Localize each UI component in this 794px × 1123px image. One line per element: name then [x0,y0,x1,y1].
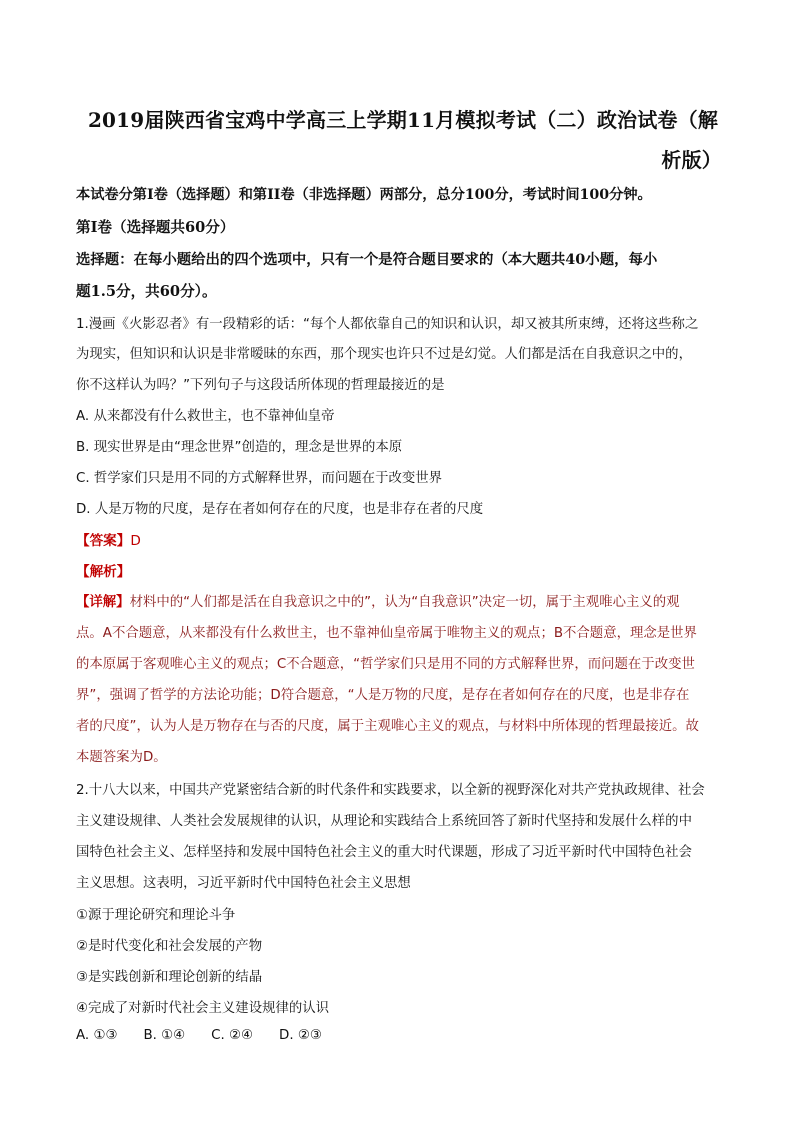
q1-stem-line-3: 你不这样认为吗？”下列句子与这段话所体现的哲理最接近的是 [76,378,445,393]
exam-intro: 本试卷分第I卷（选择题）和第II卷（非选择题）两部分，总分100分，考试时间100分钟。 [76,187,652,203]
q1-stem-line-1: 1.漫画《火影忍者》有一段精彩的话：“每个人都依靠自己的知识和认识，却又被其所束缚，还将这些称之 [76,317,699,332]
q2-choice-b: B. ①④ [143,1028,186,1043]
instructions-line-2: 题1.5分，共60分）。 [76,283,217,300]
title-line-1: 2019届陕西省宝鸡中学高三上学期11月模拟考试（二）政治试卷（解 [87,108,719,132]
q2-item-4: ④完成了对新时代社会主义建设规律的认识 [76,1001,330,1016]
q2-choices [76,1028,348,1043]
q1-detail-line-5: 者的尺度”，认为人是万物存在与否的尺度，属于主观唯心主义的观点，与材料中所体现的哲理最接近。故 [76,719,699,734]
q1-option-a: A. 从来都没有什么救世主，也不靠神仙皇帝 [76,409,335,424]
q2-stem-line-4: 主义思想。这表明，习近平新时代中国特色社会主义思想 [76,876,411,891]
q1-detail-line-4: 界”，强调了哲学的方法论功能；D符合题意，“人是万物的尺度，是存在者如何存在的尺度，也是非存在 [76,688,690,703]
detail-label: 【详解】 [76,595,130,610]
q1-detail-line-6: 本题答案为D。 [76,750,167,765]
q2-item-3: ③是实践创新和理论创新的结晶 [76,970,263,985]
q1-detail-line-3: 的本原属于客观唯心主义的观点；C不合题意，“哲学家们只是用不同的方式解释世界，而问题在于改变世 [76,657,695,672]
part-one-heading: 第I卷（选择题共60分） [76,219,235,236]
q1-option-c: C. 哲学家们只是用不同的方式解释世界，而问题在于改变世界 [76,471,443,486]
detail-text: 材料中的“人们都是活在自我意识之中的”，认为“自我意识”决定一切，属于主观唯心主义的观 [129,595,680,610]
q2-stem-line-3: 国特色社会主义、怎样坚持和发展中国特色社会主义的重大时代课题，形成了习近平新时代中国特色社会 [76,845,692,860]
q1-detail-line-1 [76,591,680,610]
q2-choice-a: A. ①③ [76,1028,118,1043]
q2-choice-d: D. ②③ [279,1028,322,1043]
answer-value: D [130,533,141,549]
q1-analysis-label: 【解析】 [76,564,131,580]
title-line-2: 析版） [661,148,722,172]
q2-stem-line-2: 主义建设规律、人类社会发展规律的认识，从理论和实践结合上系统回答了新时代坚持和发展什么样的中 [76,814,692,829]
q2-stem-line-1: 2.十八大以来，中国共产党紧密结合新的时代条件和实践要求，以全新的视野深化对共产党执政规律、社会 [76,783,705,798]
q1-option-d: D. 人是万物的尺度，是存在者如何存在的尺度，也是非存在者的尺度 [76,502,484,517]
page-title [72,100,734,180]
q1-stem-line-2: 为现实，但知识和认识是非常暧昧的东西，那个现实也许只不过是幻觉。人们都是活在自我意识之中的， [76,347,692,362]
instructions-line-1: 选择题：在每小题给出的四个选项中，只有一个是符合题目要求的（本大题共40小题，每小 [76,251,658,268]
q2-item-2: ②是时代变化和社会发展的产物 [76,939,263,954]
q1-answer [76,529,141,549]
q1-option-b: B. 现实世界是由“理念世界”创造的，理念是世界的本原 [76,440,403,455]
q2-item-1: ①源于理论研究和理论斗争 [76,908,236,923]
answer-label: 【答案】 [76,533,131,549]
q2-choice-c: C. ②④ [211,1028,254,1043]
q1-detail-line-2: 点。A不合题意，从来都没有什么救世主，也不靠神仙皇帝属于唯物主义的观点；B不合题意，理念是世界 [76,626,697,641]
